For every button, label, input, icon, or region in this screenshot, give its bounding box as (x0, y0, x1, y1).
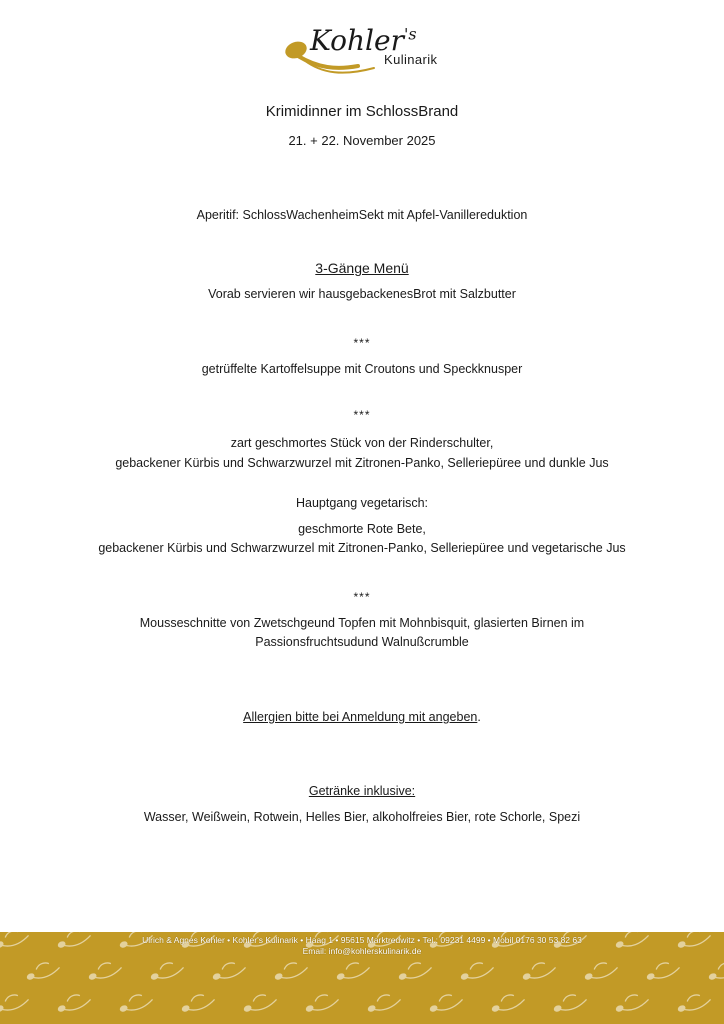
course-separator: *** (353, 590, 371, 604)
drinks-list: Wasser, Weißwein, Rotwein, Helles Bier, alkoholfreies Bier, rote Schorle, Spezi (143, 810, 581, 824)
vegetarian-line-2: gebackener Kürbis und Schwarzwurzel mit Zitronen-Panko, Selleriepüree und vegetarische Jus (98, 541, 626, 555)
aperitif-line: Aperitif: SchlossWachenheimSekt mit Apfel-Vanillereduktion (196, 208, 528, 222)
logo-script: Kohler$^{'s}$ (310, 24, 417, 57)
event-title: Krimidinner im SchlossBrand (265, 103, 459, 120)
dessert-line-2: Passionsfruchtsudund Walnußcrumble (255, 635, 469, 649)
soup-line: getrüffelte Kartoffelsuppe mit Croutons und Speckknusper (201, 362, 523, 376)
allergy-note: Allergien bitte bei Anmeldung mit angeben. (243, 710, 481, 724)
footer-contact: Ulrich & Agnes Kohler • Kohler's Kulinarik • Haag 1 • 95615 Marktredwitz • Tel.: 09231 4499 • Mobil 0176 30 53 82 63 (142, 935, 582, 945)
brand-logo (278, 22, 458, 80)
footer-email[interactable]: Email: info@kohlerskulinarik.de (302, 946, 422, 956)
vegetarian-line-1: geschmorte Rote Bete, (298, 522, 426, 536)
drinks-heading: Getränke inklusive: (308, 784, 416, 798)
course-separator: *** (353, 336, 371, 350)
main-course-line-1: zart geschmortes Stück von der Rinderschulter, (230, 436, 494, 450)
vegetarian-heading: Hauptgang vegetarisch: (295, 496, 429, 510)
dessert-line-1: Mousseschnitte von Zwetschgeund Topfen mit Mohnbisquit, glasierten Birnen im (139, 616, 585, 630)
main-course-line-2: gebackener Kürbis und Schwarzwurzel mit Zitronen-Panko, Selleriepüree und dunkle Jus (115, 456, 609, 470)
footer-band (0, 932, 724, 1024)
menu-heading: 3-Gänge Menü (315, 260, 409, 276)
bread-line: Vorab servieren wir hausgebackenesBrot mit Salzbutter (208, 287, 516, 301)
event-date: 21. + 22. November 2025 (288, 133, 436, 148)
course-separator: *** (353, 408, 371, 422)
logo-subtitle: Kulinarik (384, 52, 438, 67)
